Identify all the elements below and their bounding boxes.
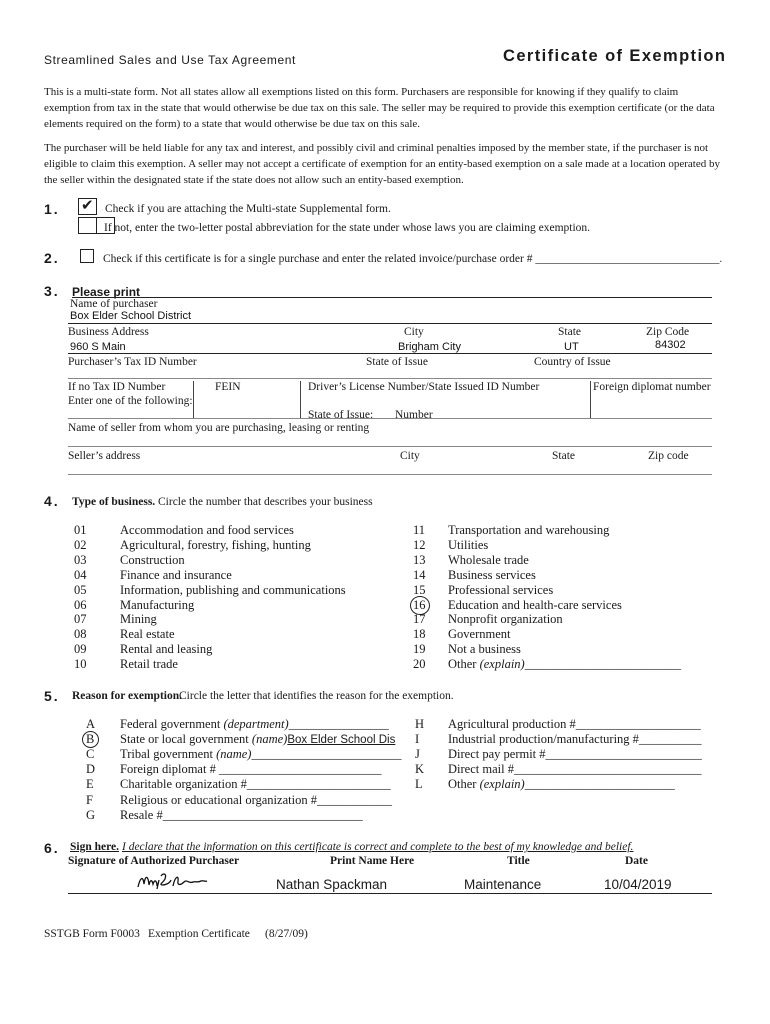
reason-label-k: Direct mail #______________________________ (448, 762, 702, 777)
please-print-rule (72, 297, 712, 298)
reason-label-l: Other (explain)________________________ (448, 777, 675, 792)
business-label-14: Business services (448, 567, 536, 582)
business-label-18: Government (448, 627, 511, 642)
single-purchase-text: Check if this certificate is for a single purchase and enter the related invoice/purchase order # ________________________________. (103, 253, 723, 265)
business-code-13[interactable]: 13 (413, 552, 426, 567)
business-code-03[interactable]: 03 (74, 552, 87, 567)
business-label-02: Agricultural, forestry, fishing, hunting (120, 537, 311, 552)
multistate-checkbox[interactable] (78, 198, 97, 215)
business-label-20: Other (explain)_________________________ (448, 657, 681, 672)
reason-code-b[interactable]: B (86, 732, 95, 747)
reason-label-j: Direct pay permit #_________________________ (448, 747, 702, 762)
business-label-17: Nonprofit organization (448, 612, 563, 627)
signature-rule (68, 893, 712, 894)
section-1-number: 1. (44, 201, 60, 217)
purchaser-name-label: Name of purchaser (70, 298, 158, 310)
business-label-10: Retail trade (120, 657, 178, 672)
business-code-16[interactable]: 16 (413, 597, 426, 612)
business-label-03: Construction (120, 552, 185, 567)
reason-fill-b[interactable]: Box Elder School Dis (287, 734, 396, 747)
business-label-04: Finance and insurance (120, 567, 232, 582)
business-label-06: Manufacturing (120, 597, 195, 612)
section-3-number: 3. (44, 283, 60, 299)
reason-code-f[interactable]: F (86, 792, 93, 807)
agreement-title: Streamlined Sales and Use Tax Agreement (44, 53, 296, 67)
footer-form-number: SSTGB Form F0003 (44, 928, 140, 940)
title-label: Title (507, 855, 530, 867)
state-abbrev-text: If not, enter the two-letter postal abbreviation for the state under whose laws you are claiming exemption. (104, 222, 591, 234)
business-label-12: Utilities (448, 537, 489, 552)
business-label-08: Real estate (120, 627, 175, 642)
no-taxid-line-1: If no Tax ID Number (68, 381, 166, 393)
reason-code-l[interactable]: L (415, 777, 423, 792)
reason-label-d: Foreign diplomat # __________________________ (120, 762, 382, 777)
please-print-label: Please print (72, 285, 141, 299)
reason-code-j[interactable]: J (415, 747, 420, 762)
business-code-09[interactable]: 09 (74, 642, 87, 657)
business-label-05: Information, publishing and communications (120, 582, 346, 597)
date-label: Date (625, 855, 648, 867)
fein-label: FEIN (215, 381, 241, 393)
business-code-15[interactable]: 15 (413, 582, 426, 597)
id-divider-3 (590, 381, 591, 418)
intro-paragraph-1: This is a multi-state form. Not all states allow all exemptions listed on this form. Purchasers are responsible for knowing if they qualify to claim exemption from tax in the state that would otherwise be due tax on this sale. The seller may be required to provide this exemption certificate (or the data elements required on the form) to a state that would otherwise be due tax on this sale. (44, 86, 715, 130)
state-value[interactable]: UT (564, 341, 579, 353)
declaration-text: I declare that the information on this certificate is correct and complete to the best of my knowledge and belief. (122, 841, 634, 853)
checkmark-icon: ✔ (81, 197, 94, 214)
selected-reason-circle (82, 731, 99, 748)
business-code-18[interactable]: 18 (413, 627, 426, 642)
business-address-value[interactable]: 960 S Main (70, 341, 126, 353)
business-code-20[interactable]: 20 (413, 657, 426, 672)
id-divider-2 (300, 381, 301, 418)
business-label-13: Wholesale trade (448, 552, 529, 567)
business-code-17[interactable]: 17 (413, 612, 426, 627)
reason-label-a: Federal government (department)________________ (120, 717, 389, 731)
reason-label-c: Tribal government (name)________________________ (120, 747, 402, 762)
drivers-license-label: Driver’s License Number/State Issued ID Number (308, 381, 540, 393)
business-code-02[interactable]: 02 (74, 537, 87, 552)
seller-address-label: Seller’s address (68, 450, 141, 462)
dl-state-of-issue-label: State of Issue: (308, 409, 374, 421)
taxid-rule (68, 378, 712, 379)
print-name-value[interactable]: Nathan Spackman (276, 877, 388, 892)
reason-label-f: Religious or educational organization #____________ (120, 792, 392, 807)
footer-form-date: (8/27/09) (265, 928, 308, 940)
state-abbrev-box-1[interactable] (78, 217, 97, 234)
business-label-01: Accommodation and food services (120, 523, 294, 537)
reason-code-g[interactable]: G (86, 807, 96, 822)
business-label-07: Mining (120, 612, 157, 627)
country-of-issue-label: Country of Issue (534, 356, 611, 368)
sign-here-label: Sign here. (70, 841, 119, 853)
reason-code-a[interactable]: A (86, 717, 96, 731)
business-address-label: Business Address (68, 326, 149, 338)
reason-instruction: Circle the letter that identifies the reason for the exemption. (179, 690, 454, 702)
id-divider-1 (193, 381, 194, 418)
reason-code-e[interactable]: E (86, 777, 94, 792)
business-type-title: Type of business. (72, 496, 156, 508)
city-value[interactable]: Brigham City (398, 341, 461, 353)
footer-form-name: Exemption Certificate (148, 928, 250, 940)
reason-label-i: Industrial production/manufacturing #__________ (448, 732, 702, 747)
business-label-11: Transportation and warehousing (448, 523, 610, 537)
signature-label: Signature of Authorized Purchaser (68, 855, 240, 867)
purchaser-name-value[interactable]: Box Elder School District (70, 310, 192, 322)
business-code-04[interactable]: 04 (74, 567, 87, 582)
title-value[interactable]: Maintenance (464, 877, 542, 892)
intro-paragraph-2: The purchaser will be held liable for any tax and interest, and possibly civil and criminal penalties imposed by the member state, if the purchaser is not eligible to claim this exemption. A seller may not accept a certificate of exemption for an entity-based exemption on a sale made at a location operated by the seller within the designated state if the state does not allow such an entity-based exemption. (44, 142, 720, 186)
business-code-10[interactable]: 10 (74, 657, 87, 672)
tax-id-label: Purchaser’s Tax ID Number (68, 356, 197, 368)
reason-label-h: Agricultural production #____________________ (448, 717, 701, 731)
name-rule (68, 323, 712, 324)
business-type-instruction: Circle the number that describes your business (158, 496, 373, 508)
reason-label-b: State or local government (name)Box Elder School Dis (120, 732, 396, 747)
signature-image[interactable] (135, 870, 210, 894)
form-title: Certificate of Exemption (503, 47, 727, 65)
business-code-12[interactable]: 12 (413, 537, 426, 552)
business-code-19[interactable]: 19 (413, 642, 426, 657)
business-label-09: Rental and leasing (120, 642, 213, 657)
seller-zip-label: Zip code (648, 450, 689, 462)
seller-city-label: City (400, 450, 420, 462)
reason-code-i[interactable]: I (415, 732, 420, 747)
state-label: State (558, 326, 581, 338)
seller-name-rule (68, 446, 712, 447)
business-label-19: Not a business (448, 642, 521, 657)
section-6-number: 6. (44, 840, 60, 856)
reason-code-d[interactable]: D (86, 762, 96, 777)
seller-name-label: Name of seller from whom you are purchasing, leasing or renting (68, 422, 370, 434)
business-code-11[interactable]: 11 (413, 523, 426, 537)
reason-code-k[interactable]: K (415, 762, 425, 777)
id-rule (68, 418, 712, 419)
state-of-issue-label: State of Issue (366, 356, 428, 368)
business-label-15: Professional services (448, 582, 554, 597)
business-code-07[interactable]: 07 (74, 612, 87, 627)
dl-number-label: Number (395, 409, 433, 421)
reason-code-c[interactable]: C (86, 747, 95, 762)
zip-value[interactable]: 84302 (655, 339, 686, 351)
business-code-14[interactable]: 14 (413, 567, 426, 582)
address-rule (68, 353, 712, 354)
multistate-text: Check if you are attaching the Multi-state Supplemental form. (105, 203, 391, 215)
zip-label: Zip Code (646, 326, 690, 338)
seller-state-label: State (552, 450, 575, 462)
reason-code-h[interactable]: H (415, 717, 425, 731)
business-code-06[interactable]: 06 (74, 597, 87, 612)
date-value[interactable]: 10/04/2019 (604, 877, 672, 892)
print-name-label: Print Name Here (330, 855, 415, 867)
business-code-05[interactable]: 05 (74, 582, 87, 597)
business-label-16: Education and health-care services (448, 597, 622, 612)
reason-label-g: Resale #________________________________ (120, 807, 363, 822)
section-5-number: 5. (44, 688, 60, 704)
no-taxid-line-2: Enter one of the following: (68, 395, 193, 407)
reason-label-e: Charitable organization #_______________________ (120, 777, 391, 792)
reason-title: Reason for exemption. (72, 690, 182, 702)
single-purchase-checkbox[interactable] (80, 249, 94, 263)
seller-address-rule (68, 474, 712, 475)
city-label: City (404, 326, 424, 338)
section-2-number: 2. (44, 250, 60, 266)
section-4-number: 4. (44, 493, 60, 509)
business-code-01[interactable]: 01 (74, 523, 87, 537)
foreign-diplomat-label: Foreign diplomat number (593, 381, 711, 393)
business-code-08[interactable]: 08 (74, 627, 87, 642)
